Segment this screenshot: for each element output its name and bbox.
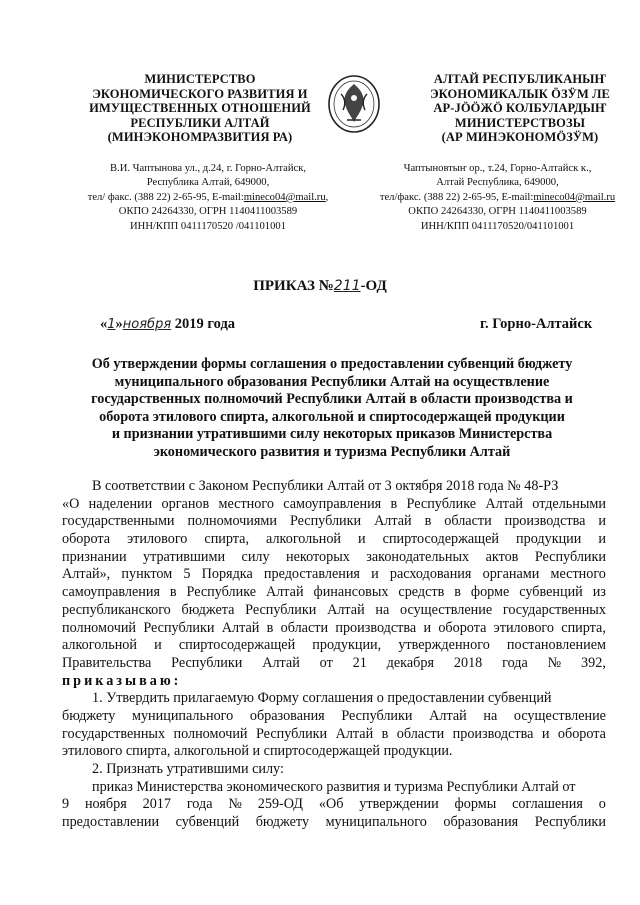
word: Алтай bbox=[485, 495, 523, 512]
word: Правительства bbox=[62, 654, 152, 671]
body-line bbox=[62, 673, 606, 691]
word: на bbox=[375, 601, 390, 618]
word: года bbox=[186, 796, 213, 813]
address-inn: ИНН/КПП 0411170520 /041101001 bbox=[130, 220, 286, 232]
ministry-header-russian bbox=[80, 72, 320, 145]
body-line bbox=[62, 602, 606, 620]
word: самоуправления bbox=[62, 584, 160, 601]
body-line bbox=[62, 655, 606, 673]
word: в bbox=[390, 495, 398, 512]
word: о bbox=[598, 796, 606, 813]
word: местного bbox=[550, 566, 606, 583]
word: местного bbox=[218, 495, 274, 512]
word: на bbox=[483, 707, 498, 724]
word: Республики bbox=[534, 548, 606, 565]
word: декабря bbox=[386, 654, 435, 671]
word: соглашения bbox=[512, 796, 583, 813]
body-line bbox=[62, 814, 606, 832]
word: производства bbox=[504, 513, 586, 530]
subject-line: муниципального образования Республики Алтай на осуществление bbox=[114, 373, 550, 390]
word: от bbox=[319, 654, 333, 671]
word: субвенций bbox=[519, 584, 583, 601]
date-month: ноября bbox=[122, 317, 172, 332]
word: и bbox=[423, 619, 432, 636]
word: Алтай bbox=[221, 619, 260, 636]
word: наделении bbox=[88, 495, 153, 512]
word: области bbox=[396, 725, 445, 742]
body-line bbox=[62, 513, 606, 531]
word: утратившими bbox=[143, 548, 226, 565]
word: форме bbox=[470, 584, 510, 601]
word: в bbox=[266, 619, 274, 636]
body-line bbox=[62, 796, 606, 814]
word: пунктом bbox=[121, 566, 173, 583]
word: государственными bbox=[62, 513, 175, 530]
word: полномочий bbox=[173, 725, 248, 742]
order-number: 211 bbox=[333, 278, 361, 294]
word: осуществление bbox=[400, 601, 493, 618]
word: ноября bbox=[84, 796, 127, 813]
word: этилового bbox=[493, 619, 554, 636]
subject-line: экономического развития и туризма Республики Алтай bbox=[153, 443, 511, 460]
body-line bbox=[62, 584, 606, 602]
word: Республики bbox=[255, 725, 328, 742]
word: полномочий bbox=[62, 619, 137, 636]
body-line bbox=[62, 726, 606, 744]
word: полномочиями bbox=[187, 513, 277, 530]
date-quote: » bbox=[115, 316, 123, 332]
body-line: этилового спирта, алкогольной и спиртосодержащей продукции. bbox=[62, 743, 453, 760]
phone-text: тел/факс. (388 22) 2-65-95, E-mail: bbox=[379, 191, 534, 203]
word: года bbox=[502, 654, 528, 671]
word: оборота bbox=[557, 725, 606, 742]
prikazyvayu: приказываю: bbox=[62, 672, 182, 689]
word: Алтай», bbox=[62, 566, 111, 583]
word: и bbox=[598, 531, 606, 548]
word: муниципального bbox=[131, 707, 234, 724]
word: из bbox=[592, 584, 606, 601]
word: бюджета bbox=[181, 601, 235, 618]
word: и bbox=[154, 637, 162, 654]
body-line: В соответствии с Законом Республики Алтай от 3 октября 2018 года № 48-РЗ bbox=[92, 478, 559, 494]
word: алкогольной bbox=[62, 637, 137, 654]
word: и bbox=[358, 531, 366, 548]
word: производства bbox=[452, 725, 534, 742]
word: и bbox=[371, 566, 379, 583]
word: и bbox=[541, 725, 550, 742]
word: муниципального bbox=[325, 814, 427, 831]
word: органами bbox=[482, 566, 540, 583]
word: образования bbox=[443, 814, 519, 831]
word: в bbox=[381, 725, 389, 742]
word: бюджету bbox=[62, 707, 116, 724]
ministry-header-altai bbox=[402, 72, 638, 145]
date-day: 1 bbox=[107, 317, 116, 332]
word: государственных bbox=[502, 601, 606, 618]
word: Республики bbox=[171, 654, 243, 671]
email-link[interactable]: mineco04@mail.ru bbox=[533, 191, 616, 203]
word: области bbox=[280, 619, 329, 636]
word: Республики bbox=[341, 707, 413, 724]
word: признании bbox=[62, 548, 127, 565]
word: продукции, bbox=[312, 637, 382, 654]
word: № bbox=[547, 654, 562, 671]
address-phone bbox=[68, 191, 348, 205]
word: спиртосодержащей bbox=[382, 531, 499, 548]
word: предоставления bbox=[263, 566, 360, 583]
word: средств bbox=[398, 584, 445, 601]
order-city: г. Горно-Алтайск bbox=[480, 316, 593, 332]
header-line: РЕСПУБЛИКИ АЛТАЙ bbox=[130, 115, 270, 130]
phone-text: тел/ факс. (388 22) 2-65-95, E-mail: bbox=[87, 191, 244, 203]
word: некоторых bbox=[286, 548, 350, 565]
body-line: 2. Признать утратившими силу: bbox=[92, 761, 284, 777]
word: образования bbox=[249, 707, 325, 724]
word: «Об bbox=[318, 796, 344, 813]
word: утвержденного bbox=[398, 637, 490, 654]
word: оборота bbox=[62, 531, 111, 548]
word: области bbox=[444, 513, 492, 530]
subject-line: и признании утратившими силу некоторых приказов Министерства bbox=[111, 426, 553, 443]
word: утверждении bbox=[359, 796, 439, 813]
word: Алтай bbox=[374, 513, 412, 530]
word: силу bbox=[241, 548, 270, 565]
word: в bbox=[454, 584, 461, 601]
body-line bbox=[62, 549, 606, 567]
word: осуществление bbox=[513, 707, 606, 724]
word: Республике bbox=[186, 584, 257, 601]
word: «О bbox=[62, 495, 80, 512]
word: предоставлении bbox=[62, 814, 160, 831]
header-line: (АР МИНЭКОНОМÖЗӰМ) bbox=[441, 130, 599, 145]
date-year: 2019 года bbox=[171, 316, 236, 332]
address-block-altai bbox=[355, 162, 640, 234]
word: Алтай bbox=[265, 584, 304, 601]
address-street: В.И. Чаптынова ул., д.24, г. Горно-Алтайск, bbox=[110, 163, 306, 174]
body-line: приказ Министерства экономического развития и туризма Республики Алтай от bbox=[92, 778, 576, 795]
word: 392, bbox=[581, 654, 606, 671]
phone-suffix: , bbox=[325, 191, 329, 203]
address-street: Чаптыновтыҥ ор., т.24, Горно-Алтайск к., bbox=[403, 163, 592, 174]
header-line: (МИНЭКОНОМРАЗВИТИЯ РА) bbox=[107, 130, 293, 145]
word: постановлением bbox=[506, 637, 606, 654]
date-quote: « bbox=[100, 316, 108, 332]
order-title-prefix: ПРИКАЗ № bbox=[253, 278, 334, 294]
word: 21 bbox=[352, 654, 367, 671]
word: и bbox=[598, 513, 606, 530]
word: спирта, bbox=[204, 531, 250, 548]
republic-emblem-icon bbox=[327, 74, 381, 134]
body-line bbox=[62, 496, 606, 514]
address-block-russian bbox=[68, 162, 348, 234]
word: спиртосодержащей bbox=[178, 637, 296, 654]
word: оборота bbox=[438, 619, 487, 636]
word: Порядка bbox=[201, 566, 253, 583]
word: Алтай bbox=[429, 707, 467, 724]
word: 259-ОД bbox=[257, 796, 303, 813]
word: финансовых bbox=[313, 584, 389, 601]
word: отдельными bbox=[532, 495, 606, 512]
header-line: ЭКОНОМИЧЕСКОГО РАЗВИТИЯ И bbox=[92, 86, 308, 101]
address-okpo: ОКПО 24264330, ОГРН 1140411003589 bbox=[408, 206, 587, 218]
word: Алтай bbox=[327, 601, 365, 618]
word: государственных bbox=[62, 725, 166, 742]
word: производства bbox=[335, 619, 417, 636]
word: в bbox=[424, 513, 432, 530]
word: Республики bbox=[143, 619, 215, 636]
header-line: МИНИСТЕРСТВОЗЫ bbox=[454, 115, 586, 130]
order-title-suffix: -ОД bbox=[360, 278, 387, 294]
header-line: АР-JÖÖЖÖ КОЛБУЛАРДЫҤ bbox=[433, 101, 607, 116]
word: этилового bbox=[127, 531, 188, 548]
word: в bbox=[169, 584, 177, 601]
body-line bbox=[62, 708, 606, 726]
order-date bbox=[100, 316, 235, 333]
address-phone bbox=[355, 191, 640, 205]
header-line: ИМУЩЕСТВЕННЫХ ОТНОШЕНИЙ bbox=[89, 101, 311, 116]
word: 9 bbox=[62, 796, 70, 813]
header-line: ЭКОНОМИКАЛЫК ÖЗӰМ ЛЕ bbox=[430, 86, 610, 101]
word: спирта, bbox=[561, 619, 606, 636]
word: 2017 bbox=[142, 796, 171, 813]
word: бюджету bbox=[255, 814, 310, 831]
word: республиканского bbox=[62, 601, 171, 618]
address-okpo: ОКПО 24264330, ОГРН 1140411003589 bbox=[118, 206, 298, 218]
order-title bbox=[0, 278, 640, 295]
word: актов bbox=[485, 548, 519, 565]
word: продукции bbox=[516, 531, 582, 548]
order-subject bbox=[62, 356, 602, 462]
header-line: АЛТАЙ РЕСПУБЛИКАНЫҤ bbox=[433, 72, 607, 86]
word: алкогольной bbox=[266, 531, 342, 548]
body-line bbox=[62, 531, 606, 549]
order-body bbox=[62, 478, 606, 832]
address-region: Республика Алтай, 649000, bbox=[146, 177, 270, 189]
word: Республике bbox=[406, 495, 477, 512]
word: Республики bbox=[289, 513, 362, 530]
word: Алтай bbox=[262, 654, 300, 671]
subject-line: оборота этилового спирта, алкогольной и спиртосодержащей продукции bbox=[99, 408, 565, 425]
word: 2018 bbox=[453, 654, 483, 671]
subject-line: государственных полномочий Республики Алтай в области производства и bbox=[91, 391, 573, 408]
word: № bbox=[228, 796, 242, 813]
word: расходования bbox=[389, 566, 472, 583]
word: Алтай bbox=[335, 725, 374, 742]
word: органов bbox=[161, 495, 210, 512]
word: Республики bbox=[245, 601, 317, 618]
address-region: Алтай Республика, 649000, bbox=[436, 177, 559, 189]
word: самоуправления bbox=[283, 495, 382, 512]
word: субвенций bbox=[175, 814, 240, 831]
body-line bbox=[62, 637, 606, 655]
word: 5 bbox=[183, 566, 191, 583]
address-inn: ИНН/КПП 0411170520/041101001 bbox=[420, 220, 575, 232]
body-line bbox=[62, 620, 606, 638]
header-line: МИНИСТЕРСТВО bbox=[144, 72, 256, 86]
subject-line: Об утверждении формы соглашения о предоставлении субвенций бюджету bbox=[91, 356, 573, 372]
word: законодательных bbox=[366, 548, 470, 565]
email-link[interactable]: mineco04@mail.ru bbox=[243, 191, 326, 203]
word: формы bbox=[454, 796, 497, 813]
word: Республики bbox=[534, 814, 606, 831]
body-line: 1. Утвердить прилагаемую Форму соглашения о предоставлении субвенций bbox=[92, 690, 552, 707]
body-line bbox=[62, 566, 606, 584]
